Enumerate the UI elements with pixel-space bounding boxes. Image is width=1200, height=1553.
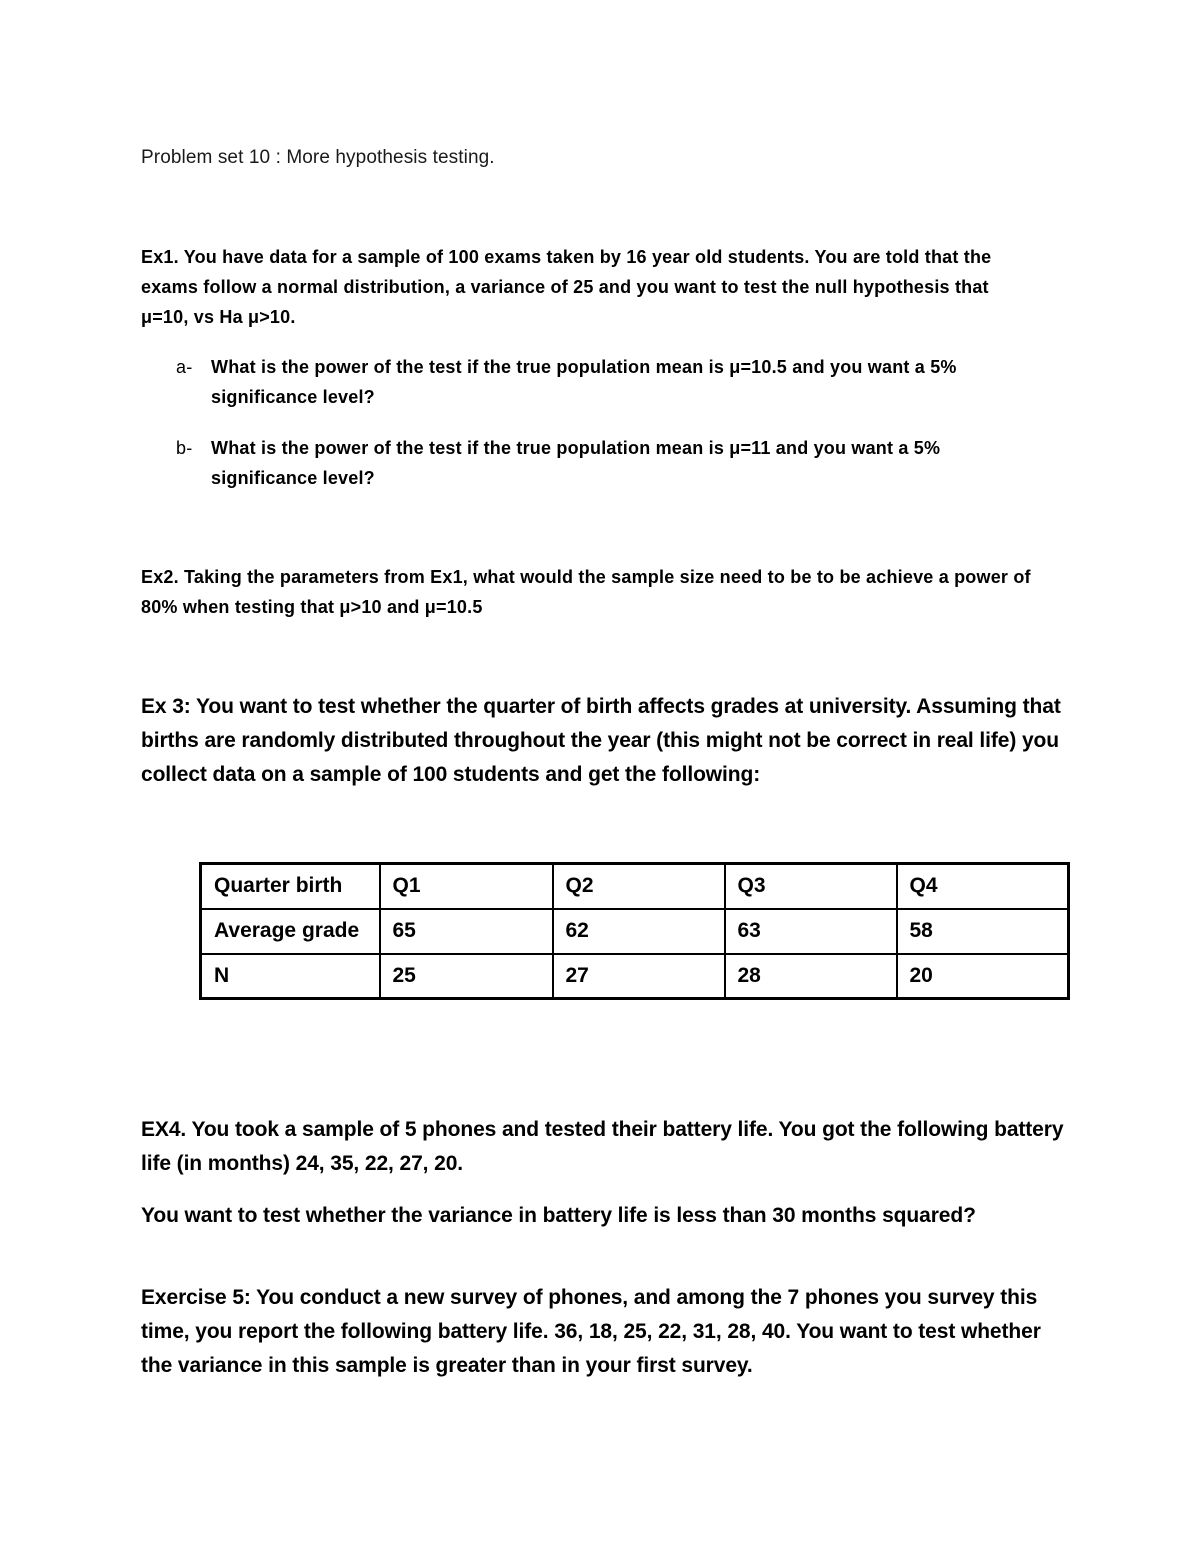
exercise-4-line: EX4. You took a sample of 5 phones and tested their battery life. You got the following battery: [141, 1118, 1064, 1141]
table-row: [201, 909, 1069, 954]
table-cell: 63: [725, 909, 897, 954]
list-marker: b-: [176, 438, 193, 458]
table-cell: Q1: [380, 864, 553, 909]
table-cell: 20: [897, 954, 1069, 999]
exercise-5-text: [141, 1281, 1071, 1383]
exercise-1-line: μ=10, vs Ha μ>10.: [141, 307, 296, 327]
table-cell: 28: [725, 954, 897, 999]
quarter-grade-table: [199, 862, 1070, 1000]
exercise-5-line: the variance in this sample is greater than in your first survey.: [141, 1354, 753, 1377]
table-row: [201, 864, 1069, 909]
table-cell: Q3: [725, 864, 897, 909]
exercise-5-line: time, you report the following battery life. 36, 18, 25, 22, 31, 28, 40. You want to test whether: [141, 1320, 1041, 1343]
table-cell: Average grade: [201, 909, 380, 954]
exercise-1-line: exams follow a normal distribution, a variance of 25 and you want to test the null hypothesis that: [141, 277, 989, 297]
list-item-line: significance level?: [211, 468, 375, 488]
exercise-3-line: births are randomly distributed throughout the year (this might not be correct in real life) you: [141, 729, 1059, 752]
table-cell: 65: [380, 909, 553, 954]
exercise-4-line: life (in months) 24, 35, 22, 27, 20.: [141, 1152, 464, 1175]
exercise-2-line: Ex2. Taking the parameters from Ex1, what would the sample size need to be to be achieve a power of: [141, 567, 1031, 587]
exercise-3-line: Ex 3: You want to test whether the quarter of birth affects grades at university. Assuming that: [141, 695, 1061, 718]
table-cell: N: [201, 954, 380, 999]
exercise-1-text: [141, 242, 1071, 332]
table-cell: 25: [380, 954, 553, 999]
exercise-4-text: [141, 1113, 1071, 1181]
table-cell: Q4: [897, 864, 1069, 909]
page-title: Problem set 10 : More hypothesis testing.: [141, 147, 495, 168]
list-item-text: [211, 433, 1016, 493]
table-cell: Q2: [553, 864, 725, 909]
exercise-2-line: 80% when testing that μ>10 and μ=10.5: [141, 597, 483, 617]
list-item-line: significance level?: [211, 387, 375, 407]
table-cell: 58: [897, 909, 1069, 954]
list-item-text: [211, 352, 1016, 412]
exercise-1-line: Ex1. You have data for a sample of 100 exams taken by 16 year old students. You are told that the: [141, 247, 992, 267]
table-cell: 27: [553, 954, 725, 999]
exercise-1-item-a: [176, 352, 1016, 412]
table-cell: Quarter birth: [201, 864, 380, 909]
table-cell: 62: [553, 909, 725, 954]
exercise-4-question: [141, 1199, 1071, 1233]
exercise-3-text: [141, 690, 1071, 792]
exercise-4-question-line: You want to test whether the variance in battery life is less than 30 months squared?: [141, 1204, 976, 1227]
exercise-3-line: collect data on a sample of 100 students and get the following:: [141, 763, 761, 786]
list-marker: a-: [176, 357, 193, 377]
exercise-5-line: Exercise 5: You conduct a new survey of phones, and among the 7 phones you survey this: [141, 1286, 1038, 1309]
exercise-1-item-b: [176, 433, 1016, 493]
list-item-line: What is the power of the test if the true population mean is μ=11 and you want a 5%: [211, 438, 941, 458]
list-item-line: What is the power of the test if the true population mean is μ=10.5 and you want a 5%: [211, 357, 957, 377]
table-row: [201, 954, 1069, 999]
exercise-2-text: [141, 562, 1071, 622]
